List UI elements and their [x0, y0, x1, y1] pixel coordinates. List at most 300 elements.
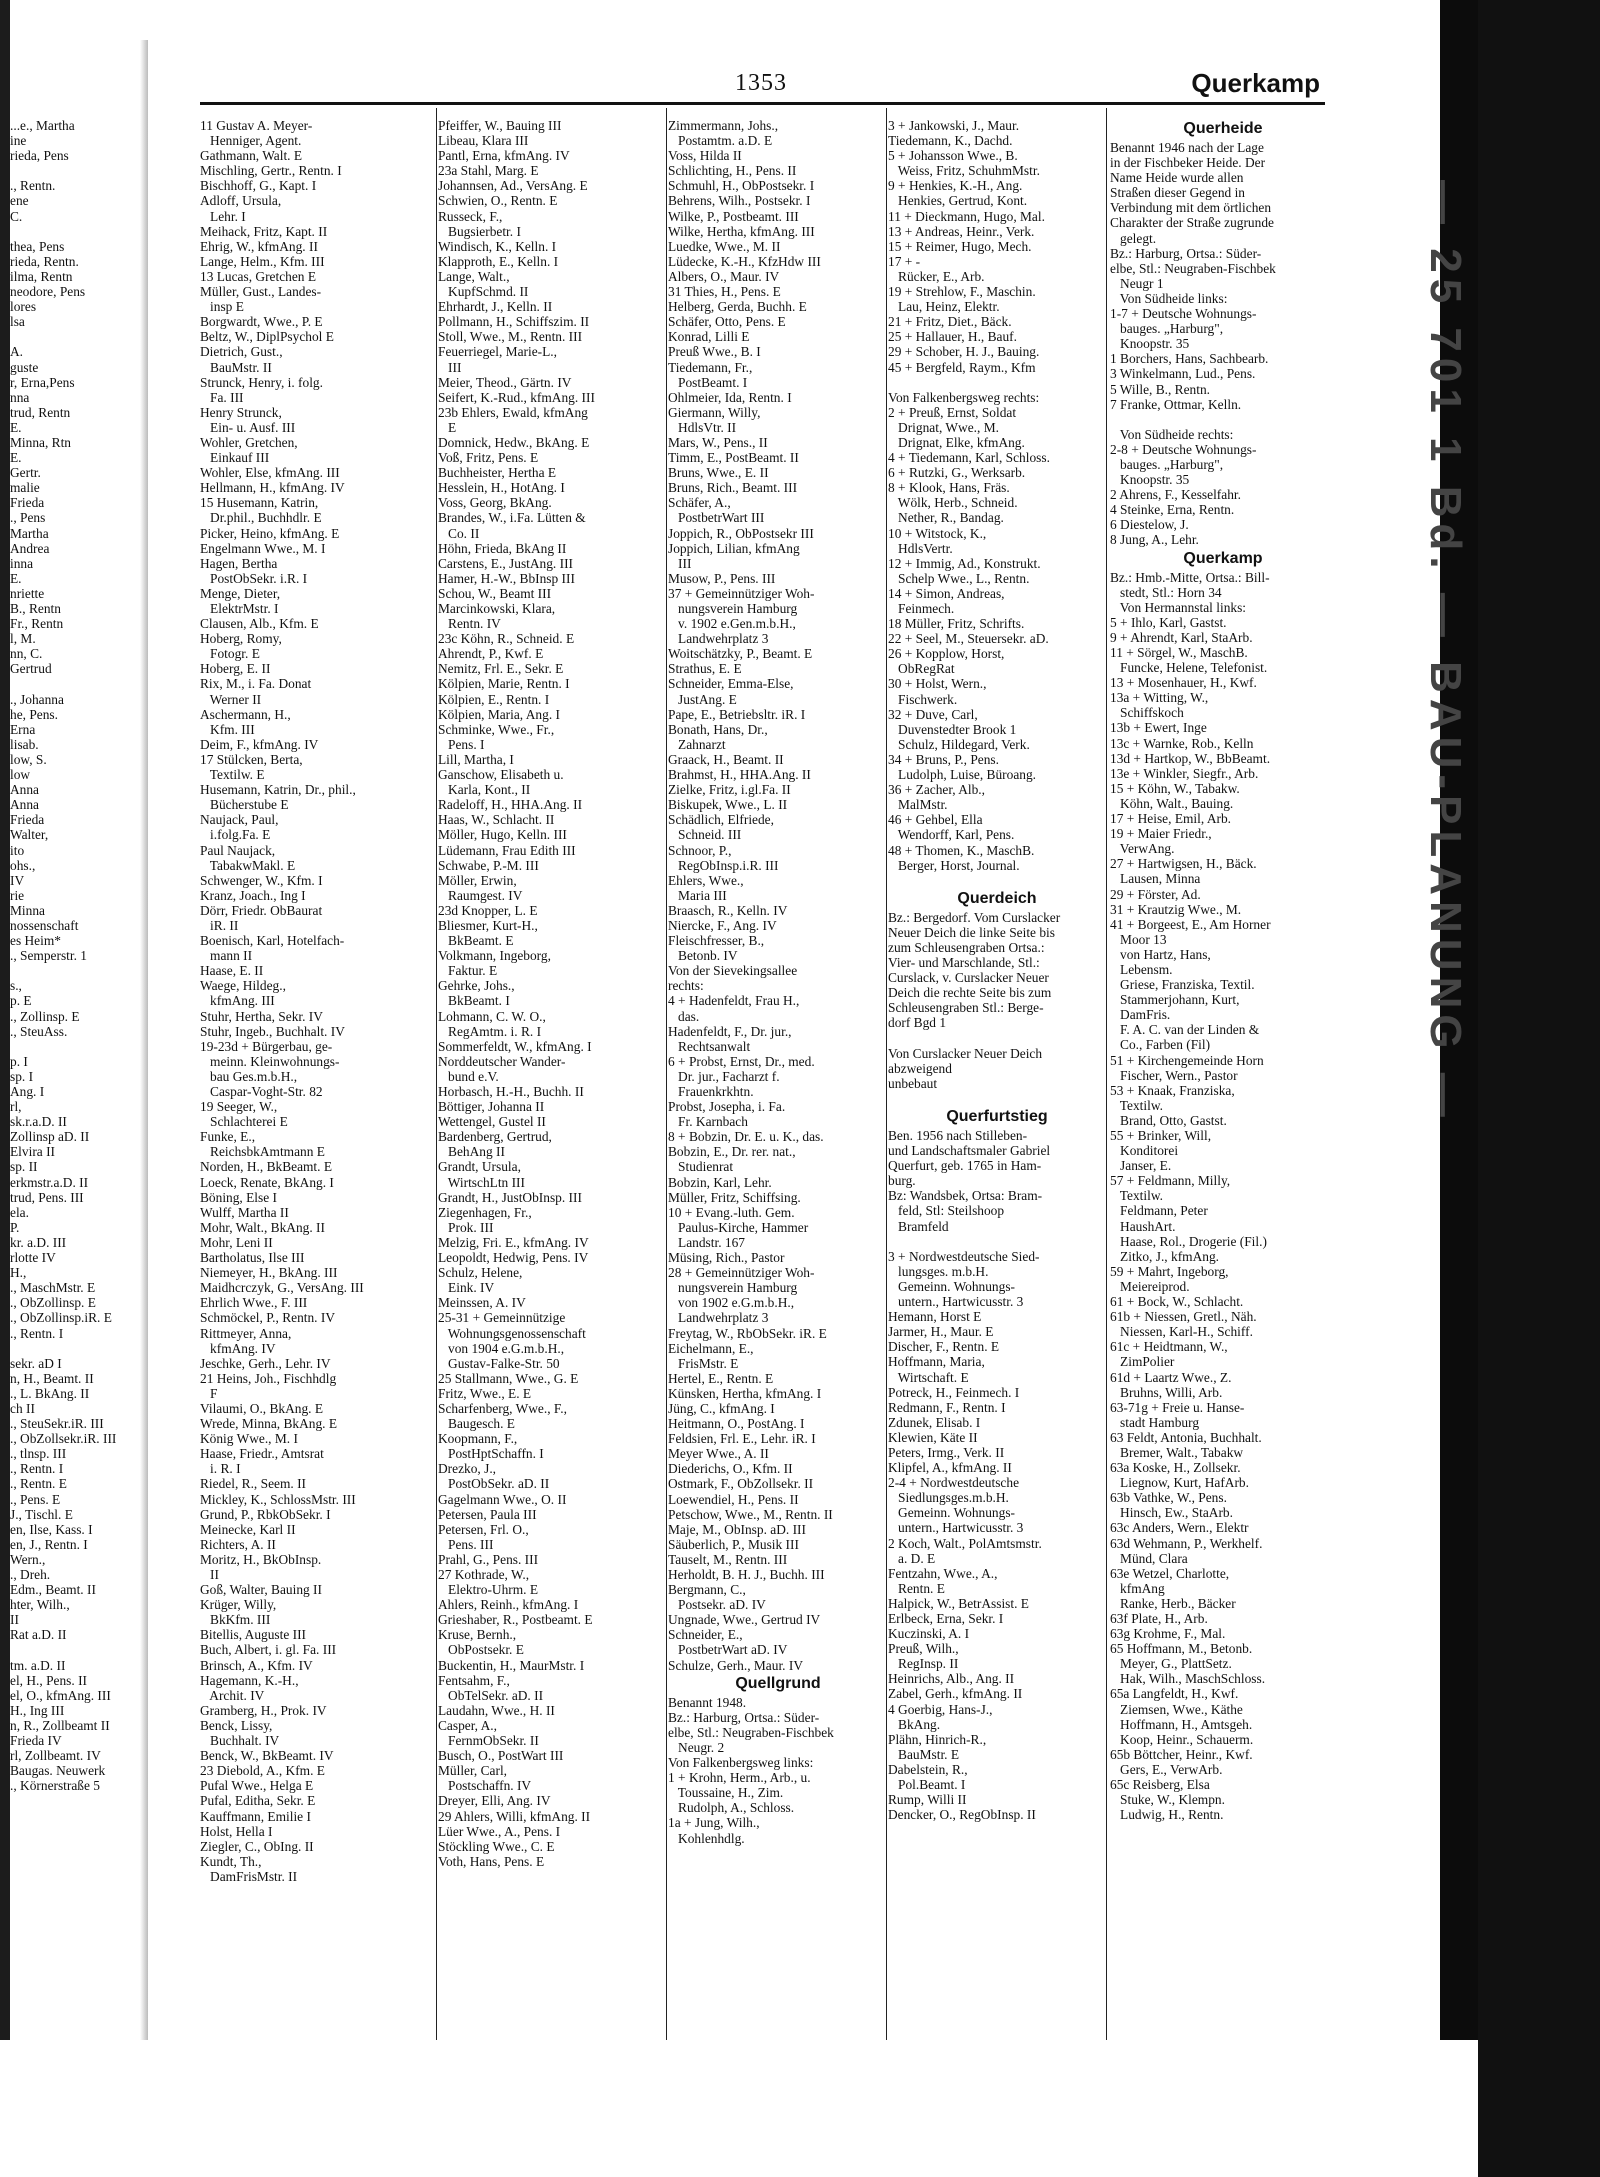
- directory-entry: zum Schleusengraben Ortsa.:: [888, 939, 1045, 955]
- directory-entry: Koop, Heinr., Schauerm.: [1110, 1731, 1254, 1747]
- directory-entry: Horbasch, H.-H., Buchh. II: [438, 1084, 584, 1099]
- directory-entry: Fentsahm, F.,: [438, 1672, 510, 1688]
- directory-entry: Bz.: Harburg, Ortsa.: Süder-: [1110, 245, 1262, 261]
- directory-entry: VerwAng.: [1110, 841, 1175, 857]
- directory-entry: Meihack, Fritz, Kapt. II: [200, 223, 328, 239]
- directory-entry: ObRegRat: [888, 661, 955, 677]
- book-gutter-shadow: [140, 40, 148, 2110]
- directory-entry: Husemann, Katrin, Dr., phil.,: [200, 782, 356, 798]
- directory-entry: BauMstr. E: [888, 1746, 960, 1762]
- directory-entry: BkBeamt. E: [438, 933, 514, 949]
- directory-entry: Böttiger, Johanna II: [438, 1099, 545, 1115]
- column-3: [668, 118, 888, 1846]
- street-heading: Quellgrund: [735, 1674, 821, 1692]
- directory-entry: Rittmeyer, Anna,: [200, 1325, 292, 1341]
- directory-entry: Müller, Fritz, Schiffsing.: [668, 1189, 801, 1205]
- directory-entry: Co., Farben (Fil): [1110, 1037, 1211, 1053]
- directory-entry: Studienrat: [668, 1159, 734, 1175]
- directory-entry: Leopoldt, Hedwig, Pens. IV: [438, 1250, 589, 1266]
- directory-entry: Radeloff, H., HHA.Ang. II: [438, 797, 583, 813]
- directory-entry: Dietrich, Gust.,: [200, 344, 283, 360]
- directory-entry: IV: [10, 872, 25, 888]
- directory-entry: Braasch, R., Kelln. IV: [668, 902, 788, 918]
- directory-entry: lisab.: [10, 736, 39, 752]
- directory-entry: Paul Naujack,: [200, 842, 276, 858]
- directory-entry: Ziegler, C., ObIng. II: [200, 1838, 314, 1854]
- directory-entry: Charakter der Straße zugrunde: [1110, 215, 1274, 231]
- directory-entry: sk.r.a.D. II: [10, 1114, 67, 1130]
- directory-entry: RegObInsp.i.R. III: [668, 857, 779, 873]
- directory-entry: Dreyer, Elli, Ang. IV: [438, 1793, 551, 1809]
- directory-entry: Fotogr. E: [200, 646, 260, 662]
- directory-entry: Hemann, Horst E: [888, 1309, 982, 1325]
- directory-entry: Neugr 1: [1110, 275, 1164, 291]
- directory-entry: Borgwardt, Wwe., P. E: [200, 314, 323, 330]
- directory-entry: tm. a.D. II: [10, 1657, 66, 1673]
- directory-entry: A.: [10, 344, 24, 360]
- directory-entry: Diederichs, O., Kfm. II: [668, 1461, 793, 1477]
- directory-entry: Lebensm.: [1110, 961, 1173, 977]
- directory-entry: Ranke, Herb., Bäcker: [1110, 1595, 1236, 1611]
- directory-entry: Drignat, Wwe., M.: [888, 419, 999, 435]
- directory-entry: 41 + Borgeest, E., Am Horner: [1110, 916, 1271, 932]
- directory-entry: ., ObZollsekr.iR. III: [10, 1431, 117, 1447]
- directory-entry: Maje, M., ObInsp. aD. III: [668, 1521, 806, 1537]
- directory-entry: 17 Stülcken, Berta,: [200, 751, 303, 767]
- directory-entry: Ehrhardt, J., Kelln. II: [438, 299, 553, 315]
- directory-entry: 1 + Krohn, Herm., Arb., u.: [668, 1770, 811, 1786]
- directory-entry: p. I: [10, 1053, 28, 1069]
- directory-entry: Stammerjohann, Kurt,: [1110, 992, 1240, 1008]
- directory-entry: 31 Thies, H., Pens. E: [668, 284, 781, 300]
- directory-entry: ., Semperstr. 1: [10, 948, 87, 964]
- directory-entry: Caspar-Voght-Str. 82: [200, 1084, 323, 1099]
- directory-entry: Von Curslacker Neuer Deich: [888, 1045, 1043, 1061]
- blank-line: [888, 375, 1106, 390]
- directory-entry: Querfurt, geb. 1765 in Ham-: [888, 1158, 1042, 1174]
- directory-entry: 2-8 + Deutsche Wohnungs-: [1110, 441, 1257, 457]
- directory-entry: Dr. jur., Facharzt f.: [668, 1068, 780, 1084]
- directory-entry: 51 + Kirchengemeinde Horn: [1110, 1052, 1264, 1068]
- directory-entry: Aschermann, H.,: [200, 706, 291, 722]
- directory-entry: Buckentin, H., MaurMstr. I: [438, 1657, 585, 1673]
- directory-entry: DamFris.: [1110, 1007, 1171, 1023]
- directory-entry: PostBeamt. I: [668, 374, 748, 390]
- directory-entry: Stuke, W., Klempn.: [1110, 1792, 1225, 1808]
- directory-entry: 3 + Nordwestdeutsche Sied-: [888, 1248, 1040, 1264]
- directory-entry: Herholdt, B. H. J., Buchh. III: [668, 1567, 825, 1582]
- directory-entry: Wohnungsgenossenschaft: [438, 1325, 586, 1341]
- directory-entry: Schneid. III: [668, 827, 742, 843]
- directory-entry: 5 + Johansson Wwe., B.: [888, 148, 1018, 164]
- directory-entry: das.: [668, 1008, 700, 1024]
- directory-entry: sp. I: [10, 1068, 34, 1084]
- directory-entry: Rump, Willi II: [888, 1792, 967, 1808]
- directory-entry: Ehrlich Wwe., F. III: [200, 1295, 308, 1311]
- directory-entry: rieda, Pens: [10, 148, 69, 164]
- directory-entry: 2 + Preuß, Ernst, Soldat: [888, 404, 1017, 420]
- directory-entry: Drezko, J.,: [438, 1461, 497, 1477]
- directory-entry: Kruse, Bernh.,: [438, 1627, 517, 1643]
- directory-entry: ., ObZollinsp.iR. E: [10, 1310, 112, 1326]
- directory-entry: 29 Ahlers, Willi, kfmAng. II: [438, 1808, 591, 1824]
- directory-entry: Bergmann, C.,: [668, 1582, 746, 1598]
- directory-entry: Holst, Hella I: [200, 1823, 273, 1839]
- directory-entry: Zollinsp aD. II: [10, 1129, 90, 1145]
- directory-entry: malie: [10, 480, 40, 496]
- directory-entry: n, R., Zollbeamt II: [10, 1717, 110, 1733]
- directory-entry: 63a Koske, H., Zollsekr.: [1110, 1460, 1241, 1476]
- directory-entry: Bischhoff, G., Kapt. I: [200, 178, 317, 194]
- directory-entry: Textilw.: [1110, 1097, 1163, 1113]
- directory-entry: Feuerriegel, Marie-L.,: [438, 344, 557, 360]
- street-heading: Querheide: [1183, 120, 1263, 137]
- directory-entry: ., Dreh.: [10, 1567, 51, 1582]
- directory-entry: Deim, F., kfmAng. IV: [200, 736, 319, 752]
- scan-right-edge: [1478, 0, 1600, 2177]
- directory-entry: Casper, A.,: [438, 1717, 497, 1733]
- directory-entry: Scharfenberg, Wwe., F.,: [438, 1400, 567, 1416]
- directory-entry: rl,: [10, 1099, 22, 1115]
- directory-entry: Busch, O., PostWart III: [438, 1748, 564, 1764]
- directory-entry: Jeschke, Gerh., Lehr. IV: [200, 1355, 331, 1371]
- directory-entry: Bremer, Walt., Tabakw: [1110, 1444, 1244, 1460]
- blank-line: [10, 676, 138, 691]
- directory-entry: en, Ilse, Kass. I: [10, 1521, 93, 1537]
- directory-entry: 28 + Gemeinnütziger Woh-: [668, 1265, 815, 1281]
- directory-entry: lores: [10, 299, 37, 315]
- directory-entry: a. D. E: [888, 1550, 936, 1566]
- blank-line: [1110, 412, 1336, 427]
- directory-entry: Schlachterei E: [200, 1114, 288, 1130]
- directory-entry: 25 Stallmann, Wwe., G. E: [438, 1370, 579, 1386]
- directory-entry: Prok. III: [438, 1219, 494, 1235]
- directory-entry: Dencker, O., RegObInsp. II: [888, 1807, 1036, 1823]
- directory-entry: Rentn. E: [888, 1580, 945, 1596]
- directory-entry: Moritz, H., BkObInsp.: [200, 1551, 322, 1567]
- directory-entry: F: [200, 1385, 218, 1401]
- directory-entry: Bitellis, Auguste III: [200, 1627, 306, 1643]
- directory-entry: bauges. „Harburg",: [1110, 456, 1224, 472]
- directory-entry: 27 Kothrade, W.,: [438, 1567, 530, 1582]
- column-fragment-left: [10, 118, 138, 1793]
- directory-entry: thea, Pens: [10, 238, 65, 254]
- directory-entry: kfmAng. IV: [200, 1340, 276, 1356]
- directory-entry: Woitschätzky, P., Beamt. E: [668, 646, 813, 662]
- directory-entry: FernmObSekr. II: [438, 1733, 539, 1749]
- directory-entry: 3 + Jankowski, J., Maur.: [888, 118, 1020, 133]
- directory-entry: Schulze, Gerh., Maur. IV: [668, 1657, 803, 1673]
- directory-entry: i. R. I: [200, 1461, 241, 1477]
- directory-entry: Wendorff, Karl, Pens.: [888, 827, 1015, 843]
- directory-entry: Wilke, P., Postbeamt. III: [668, 208, 799, 224]
- directory-entry: Schiffskoch: [1110, 705, 1184, 721]
- directory-entry: Petschow, Wwe., M., Rentn. II: [668, 1506, 833, 1522]
- directory-entry: Hoberg, Romy,: [200, 631, 282, 647]
- directory-entry: Hamer, H.-W., BbInsp III: [438, 570, 575, 586]
- blank-line: [888, 1091, 1106, 1106]
- directory-entry: Ludwig, H., Rentn.: [1110, 1807, 1224, 1823]
- directory-entry: Benannt 1946 nach der Lage: [1110, 140, 1264, 155]
- directory-entry: Waege, Hildeg.,: [200, 978, 286, 994]
- directory-entry: 7 Franke, Ottmar, Kelln.: [1110, 396, 1242, 412]
- directory-entry: Konditorei: [1110, 1143, 1179, 1159]
- directory-entry: low, S.: [10, 751, 47, 767]
- directory-entry: Grandt, Ursula,: [438, 1159, 521, 1175]
- directory-entry: Schelp Wwe., L., Rentn.: [888, 570, 1030, 586]
- directory-entry: Fritz, Wwe., E. E: [438, 1385, 532, 1401]
- directory-entry: Kundt, Th.,: [200, 1853, 262, 1869]
- directory-entry: Voss, Hilda II: [668, 148, 742, 164]
- directory-entry: 6 Diestelow, J.: [1110, 517, 1189, 533]
- directory-entry: el, O., kfmAng. III: [10, 1687, 111, 1703]
- directory-entry: 5 + Ihlo, Karl, Gastst.: [1110, 614, 1227, 630]
- directory-entry: Marcinkowski, Klara,: [438, 601, 556, 616]
- directory-entry: Schmöckel, P., Rentn. IV: [200, 1310, 336, 1326]
- directory-entry: 65c Reisberg, Elsa: [1110, 1777, 1210, 1793]
- directory-entry: Joppich, Lilian, kfmAng: [668, 540, 800, 556]
- directory-entry: bau Ges.m.b.H.,: [200, 1068, 298, 1084]
- directory-entry: kfmAng: [1110, 1580, 1165, 1596]
- directory-entry: ., L. BkAng. II: [10, 1385, 90, 1401]
- directory-entry: Schmuhl, H., ObPostsekr. I: [668, 178, 815, 194]
- directory-entry: ., Rentn. I: [10, 1461, 64, 1477]
- directory-entry: Peters, Irmg., Verk. II: [888, 1444, 1005, 1460]
- directory-entry: Von Südheide links:: [1110, 290, 1228, 306]
- blank-line: [10, 1039, 138, 1054]
- directory-entry: Mohr, Leni II: [200, 1234, 273, 1250]
- directory-entry: Pufal, Editha, Sekr. E: [200, 1793, 316, 1809]
- directory-entry: Faktur. E: [438, 963, 498, 979]
- street-heading: Querdeich: [957, 889, 1037, 907]
- directory-entry: ilma, Rentn: [10, 268, 73, 284]
- directory-entry: ., SteuSekr.iR. III: [10, 1416, 104, 1432]
- directory-entry: Adloff, Ursula,: [200, 193, 282, 209]
- directory-entry: Kölpien, Maria, Ang. I: [438, 706, 560, 722]
- directory-entry: erkmstr.a.D. II: [10, 1174, 89, 1190]
- directory-entry: lsa: [10, 314, 25, 330]
- directory-entry: Minna, Rtn: [10, 434, 72, 450]
- directory-entry: rechts:: [668, 978, 704, 994]
- directory-entry: 27 + Hartwigsen, H., Bäck.: [1110, 856, 1257, 872]
- directory-entry: PostbetrWart aD. IV: [668, 1642, 788, 1658]
- directory-entry: 12 + Immig, Ad., Konstrukt.: [888, 555, 1041, 571]
- directory-entry: Raumgest. IV: [438, 887, 523, 903]
- directory-entry: BkBeamt. I: [438, 993, 510, 1009]
- directory-entry: Pfeiffer, W., Bauing III: [438, 118, 562, 133]
- directory-entry: Knoopstr. 35: [1110, 336, 1190, 352]
- directory-entry: Meier, Theod., Gärtn. IV: [438, 374, 572, 390]
- directory-entry: mann II: [200, 948, 253, 964]
- directory-entry: 19 + Strehlow, F., Maschin.: [888, 284, 1036, 300]
- directory-entry: Naujack, Paul,: [200, 812, 279, 828]
- directory-entry: 9 + Henkies, K.-H., Ang.: [888, 178, 1023, 194]
- directory-entry: Vilaumi, O., BkAng. E: [200, 1400, 324, 1416]
- directory-entry: bauges. „Harburg",: [1110, 321, 1224, 337]
- directory-entry: 53 + Knaak, Franziska,: [1110, 1082, 1235, 1098]
- column-1: [200, 118, 436, 1884]
- directory-entry: Vier- und Marschlande, Stl.:: [888, 955, 1040, 971]
- directory-entry: Henry Strunck,: [200, 404, 282, 420]
- directory-entry: Bugsierbetr. I: [438, 223, 521, 239]
- directory-entry: Schädlich, Elfriede,: [668, 812, 774, 828]
- directory-entry: HaushArt.: [1110, 1218, 1176, 1234]
- directory-entry: nungsverein Hamburg: [668, 1280, 798, 1296]
- directory-entry: Ang. I: [10, 1084, 45, 1099]
- directory-entry: 63f Plate, H., Arb.: [1110, 1611, 1208, 1626]
- directory-entry: Engelmann Wwe., M. I: [200, 540, 326, 556]
- directory-entry: Pollmann, H., Schiffszim. II: [438, 314, 590, 330]
- directory-entry: 22 + Seel, M., Steuersekr. aD.: [888, 631, 1049, 647]
- directory-entry: Domnick, Hedw., BkAng. E: [438, 434, 590, 450]
- directory-entry: Einkauf III: [200, 450, 270, 466]
- column-divider: [666, 108, 667, 2043]
- directory-entry: 61b + Niessen, Gretl., Näh.: [1110, 1309, 1257, 1325]
- directory-entry: 21 Heins, Joh., Fischhdlg: [200, 1370, 337, 1386]
- directory-entry: Hagemann, K.-H.,: [200, 1672, 299, 1688]
- directory-entry: Russeck, F.,: [438, 208, 503, 224]
- column-2: [438, 118, 664, 1869]
- directory-entry: Dabelstein, R.,: [888, 1761, 968, 1777]
- directory-entry: Henniger, Agent.: [200, 133, 302, 149]
- directory-entry: 19 + Maier Friedr.,: [1110, 826, 1212, 842]
- directory-entry: 17 + Heise, Emil, Arb.: [1110, 811, 1231, 827]
- directory-entry: Weiss, Fritz, SchuhmMstr.: [888, 163, 1040, 179]
- directory-entry: Wrede, Minna, BkAng. E: [200, 1416, 338, 1432]
- directory-entry: Volkmann, Ingeborg,: [438, 948, 551, 964]
- directory-entry: Haase, Friedr., Amtsrat: [200, 1446, 324, 1462]
- directory-entry: Schou, W., Beamt III: [438, 585, 552, 601]
- directory-entry: inna: [10, 555, 34, 571]
- directory-entry: guste: [10, 359, 39, 375]
- directory-entry: Redmann, F., Rentn. I: [888, 1399, 1006, 1415]
- directory-entry: neodore, Pens: [10, 284, 86, 300]
- directory-entry: Straßen dieser Gegend in: [1110, 185, 1245, 201]
- directory-entry: ., Zollinsp. E: [10, 1008, 80, 1024]
- directory-entry: Behrens, Wilh., Postsekr. I: [668, 193, 811, 209]
- directory-entry: ., Pens: [10, 510, 46, 526]
- directory-entry: 11 + Dieckmann, Hugo, Mal.: [888, 208, 1045, 224]
- directory-entry: Deich die rechte Seite bis zum: [888, 985, 1052, 1001]
- directory-entry: Münd, Clara: [1110, 1550, 1188, 1566]
- directory-entry: Lüdecke, K.-H., KfzHdw III: [668, 253, 821, 269]
- directory-entry: Fr., Rentn: [10, 616, 64, 632]
- directory-entry: Zahnarzt: [668, 736, 726, 752]
- directory-entry: TabakwMakl. E: [200, 857, 296, 873]
- directory-entry: Tiedemann, Fr.,: [668, 359, 753, 375]
- directory-entry: 8 + Klook, Hans, Fräs.: [888, 480, 1010, 496]
- directory-entry: RegInsp. II: [888, 1656, 959, 1672]
- directory-entry: 17 + -: [888, 253, 921, 269]
- directory-entry: Hoberg, E. II: [200, 661, 271, 677]
- directory-entry: Gagelmann Wwe., O. II: [438, 1491, 567, 1507]
- directory-entry: Schäfer, Otto, Pens. E: [668, 314, 786, 330]
- scan-left-edge: [0, 0, 10, 2177]
- directory-entry: 46 + Gehbel, Ella: [888, 812, 983, 828]
- directory-entry: BauMstr. II: [200, 359, 272, 375]
- header-rule: [200, 102, 1325, 105]
- directory-entry: Fischwerk.: [888, 691, 958, 707]
- directory-entry: Haase, E. II: [200, 963, 264, 979]
- directory-entry: Grandt, H., JustObInsp. III: [438, 1189, 582, 1205]
- directory-entry: Hertel, E., Rentn. E: [668, 1370, 774, 1386]
- directory-entry: Landstr. 167: [668, 1234, 745, 1250]
- directory-entry: Betonb. IV: [668, 948, 738, 964]
- directory-entry: Pens. I: [438, 736, 485, 752]
- directory-entry: Benck, Lissy,: [200, 1717, 273, 1733]
- directory-entry: Pape, E., Betriebsltr. iR. I: [668, 706, 806, 722]
- directory-entry: Höhn, Frieda, BkAng II: [438, 540, 567, 556]
- directory-entry: 65a Langfeldt, H., Kwf.: [1110, 1686, 1239, 1702]
- directory-entry: B., Rentn: [10, 601, 61, 616]
- directory-entry: Loeck, Renate, BkAng. I: [200, 1174, 334, 1190]
- directory-entry: Name Heide wurde allen: [1110, 170, 1244, 186]
- directory-entry: 23a Stahl, Marg. E: [438, 163, 539, 179]
- directory-entry: 32 + Duve, Carl,: [888, 706, 978, 722]
- directory-entry: Karla, Kont., II: [438, 782, 531, 798]
- directory-entry: ., SteuAss.: [10, 1023, 68, 1039]
- directory-entry: Ludolph, Luise, Büroang.: [888, 767, 1037, 783]
- directory-entry: elbe, Stl.: Neugraben-Fischbek: [1110, 260, 1276, 276]
- directory-entry: Heinrichs, Alb., Ang. II: [888, 1671, 1015, 1687]
- directory-entry: ch II: [10, 1400, 35, 1416]
- directory-entry: stedt, Stl.: Horn 34: [1110, 584, 1222, 600]
- directory-entry: Ben. 1956 nach Stilleben-: [888, 1128, 1028, 1143]
- directory-entry: Feldsien, Frl. E., Lehr. iR. I: [668, 1431, 816, 1447]
- directory-entry: König Wwe., M. I: [200, 1431, 298, 1447]
- directory-entry: 63g Krohme, F., Mal.: [1110, 1626, 1226, 1642]
- directory-entry: Eink. IV: [438, 1280, 495, 1296]
- directory-entry: Wulff, Martha II: [200, 1204, 289, 1220]
- directory-entry: Niessen, Karl-H., Schiff.: [1110, 1324, 1253, 1340]
- directory-entry: untern., Hartwicusstr. 3: [888, 1520, 1024, 1536]
- directory-entry: ., Rentn. E: [10, 1476, 67, 1492]
- directory-entry: Haas, W., Schlacht. II: [438, 812, 555, 828]
- directory-entry: Funke, E.,: [200, 1129, 256, 1145]
- directory-entry: 59 + Mahrt, Ingeborg,: [1110, 1263, 1229, 1279]
- directory-entry: 2 Koch, Walt., PolAmtsmstr.: [888, 1535, 1042, 1551]
- directory-entry: 1-7 + Deutsche Wohnungs-: [1110, 306, 1257, 322]
- directory-entry: nossenschaft: [10, 917, 79, 933]
- directory-entry: 13b + Ewert, Inge: [1110, 720, 1207, 736]
- directory-entry: Wettengel, Gustel II: [438, 1114, 546, 1130]
- directory-entry: Lüdemann, Frau Edith III: [438, 842, 576, 858]
- directory-entry: ela.: [10, 1204, 29, 1220]
- directory-entry: Feldmann, Peter: [1110, 1203, 1208, 1219]
- directory-entry: Hadenfeldt, F., Dr. jur.,: [668, 1023, 792, 1039]
- directory-entry: 11 Gustav A. Meyer-: [200, 118, 313, 133]
- directory-entry: Baugesch. E: [438, 1416, 515, 1432]
- directory-entry: Brand, Otto, Gastst.: [1110, 1112, 1227, 1128]
- directory-entry: 63-71g + Freie u. Hanse-: [1110, 1399, 1245, 1415]
- directory-entry: Ein- u. Ausf. III: [200, 419, 296, 435]
- directory-entry: Fentzahn, Wwe., A.,: [888, 1565, 998, 1581]
- directory-entry: 29 + Schober, H. J., Bauing.: [888, 344, 1040, 360]
- directory-entry: Menge, Dieter,: [200, 585, 281, 601]
- directory-entry: 23 Diebold, A., Kfm. E: [200, 1763, 325, 1779]
- directory-entry: Buch, Albert, i. gl. Fa. III: [200, 1642, 337, 1658]
- street-heading: Querkamp: [1183, 549, 1263, 567]
- directory-entry: Kohlenhdlg.: [668, 1830, 745, 1846]
- directory-entry: Möller, Hugo, Kelln. III: [438, 827, 567, 843]
- directory-entry: sekr. aD I: [10, 1355, 62, 1371]
- directory-entry: ., Rentn. I: [10, 1325, 64, 1341]
- directory-entry: Schwabe, P.-M. III: [438, 857, 539, 873]
- directory-entry: 6 + Probst, Ernst, Dr., med.: [668, 1053, 815, 1069]
- directory-entry: Neuer Deich die linke Seite bis: [888, 924, 1055, 940]
- directory-entry: Ziemsen, Wwe., Käthe: [1110, 1701, 1243, 1717]
- directory-entry: Hoffmann, Maria,: [888, 1354, 985, 1370]
